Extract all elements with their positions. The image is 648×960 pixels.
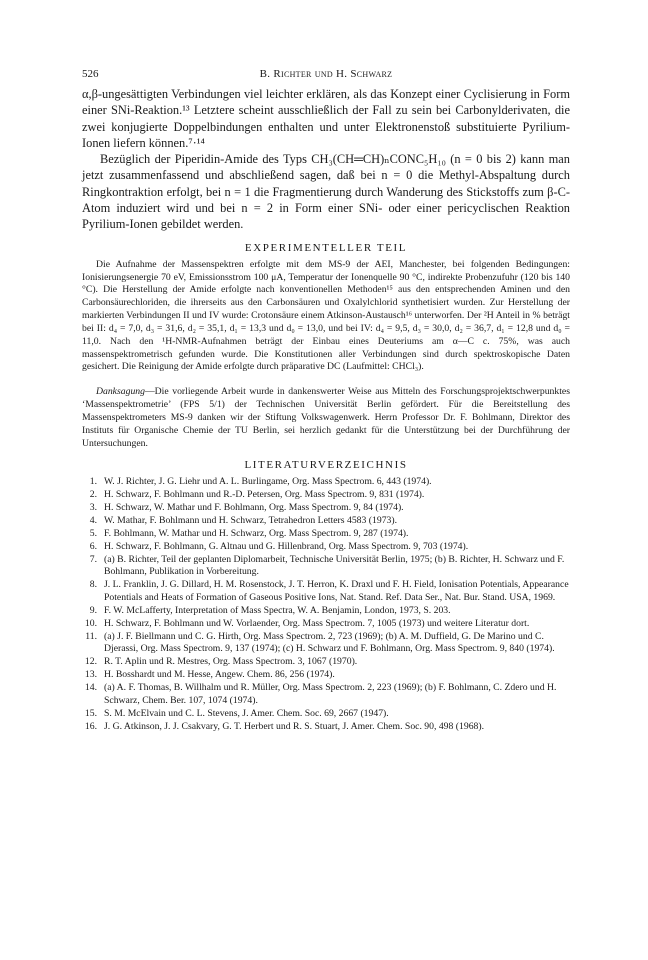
- reference-number: 16.: [84, 720, 97, 732]
- reference-number: 2.: [89, 489, 97, 501]
- reference-text: J. L. Franklin, J. G. Dillard, H. M. Rosenstock, J. T. Herron, K. Draxl und F. H. Field, Ionisation Potentials, Appearance Potentials and Heats of Formation of Gaseous Positive Ions, Nat. Stand. Ref. Data Ser., Nat. Bur. Stand. USA, 1969.: [104, 579, 569, 604]
- experimental-paragraph: Die Aufnahme der Massenspektren erfolgte mit dem MS-9 der AEI, Manchester, bei folgenden Bedingungen: Ionisierungsenergie 70 eV, Emissionsstrom 100 μA, Temperatur der Ionenquelle 90 °C, indirekte Probenzufuhr (120 bis 140 °C). Die Herstellung der Amide erfolgte nach konventionellen Methoden¹⁵ aus den entsprechenden Aminen und den Carbonsäurechloriden, die ihrerseits aus den Carbonsäuren und Oxalylchlorid synthetisiert wurden. Zur Herstellung der markierten Verbindungen II und IV wurde: Crotonsäure einem Atkinson-Austausch¹⁶ unterworfen. Der ²H Anteil in % beträgt bei II: d₄ = 7,0, d₃ = 31,6, d₂ = 35,1, d₁ = 13,3 und d₀ = 13,0, und bei IV: d₄ = 9,5, d₃ = 30,0, d₂ = 36,7, d₁ = 12,8 und d₀ = 11,0. Nach den ¹H-NMR-Aufnahmen beträgt der Einbau eines Deuteriums am α—C c. 75%, was auch massenspektrometrisch gefunden wurde. Die Konstitutionen aller Verbindungen sind durch spektroskopische Daten gesichert. Die Reinigung der Amide erfolgte durch präparative DC (Laufmittel: CHCl₃).: [82, 258, 570, 373]
- reference-item: [82, 708, 570, 721]
- reference-item: [82, 502, 570, 515]
- reference-item: [82, 579, 570, 605]
- acknowledgement-lead: Danksagung: [96, 386, 145, 398]
- reference-text: H. Schwarz, W. Mathar und F. Bohlmann, Org. Mass Spectrom. 9, 84 (1974).: [104, 502, 404, 514]
- reference-number: 1.: [89, 476, 97, 488]
- running-head: B. Richter und H. Schwarz: [259, 68, 393, 80]
- reference-item: [82, 721, 570, 734]
- reference-item: [82, 656, 570, 669]
- reference-text: W. Mathar, F. Bohlmann und H. Schwarz, Tetrahedron Letters 4583 (1973).: [104, 515, 398, 527]
- reference-text: S. M. McElvain und C. L. Stevens, J. Amer. Chem. Soc. 69, 2667 (1947).: [104, 707, 389, 719]
- reference-item: [82, 554, 570, 580]
- reference-text: R. T. Aplin und R. Mestres, Org. Mass Spectrom. 3, 1067 (1970).: [104, 656, 358, 668]
- reference-text: H. Schwarz, F. Bohlmann, G. Altnau und G. Hillenbrand, Org. Mass Spectrom. 9, 703 (1974).: [104, 540, 469, 552]
- reference-item: [82, 669, 570, 682]
- experimental-heading: EXPERIMENTELLER TEIL: [244, 241, 408, 254]
- reference-number: 15.: [84, 707, 97, 719]
- reference-number: 9.: [89, 604, 97, 616]
- reference-list: [82, 476, 570, 733]
- reference-number: 5.: [89, 527, 97, 539]
- reference-item: [82, 618, 570, 631]
- reference-number: 3.: [89, 502, 97, 514]
- reference-number: 13.: [84, 669, 97, 681]
- journal-page: [82, 68, 570, 733]
- reference-number: 4.: [89, 515, 97, 527]
- acknowledgement-section: [82, 386, 570, 450]
- discussion-text: [82, 86, 570, 233]
- reference-item: [82, 631, 570, 657]
- discussion-paragraph: Bezüglich der Piperidin-Amide des Typs CH₃(CH═CH)ₙCONC₅H₁₀ (n = 0 bis 2) kann man jetzt zusammenfassend und abschließend sagen, daß bei n = 0 die Methyl-Abspaltung durch Ringkontraktion erfolgt, bei n = 1 die Fragmentierung durch Wanderung des Stickstoffs zum β-C-Atom induziert wird und bei n = 2 in Form einer SNi- oder einer pericyclischen Reaktion Pyrilium-Ionen gebildet werden.: [82, 152, 570, 232]
- references-heading: LITERATURVERZEICHNIS: [244, 459, 408, 472]
- reference-number: 10.: [84, 617, 97, 629]
- reference-number: 14.: [84, 681, 97, 693]
- reference-text: F. Bohlmann, W. Mathar und H. Schwarz, Org. Mass Spectrom. 9, 287 (1974).: [104, 527, 409, 539]
- reference-number: 7.: [89, 553, 97, 565]
- reference-text: (a) A. F. Thomas, B. Willhalm und R. Müller, Org. Mass Spectrom. 2, 223 (1969); (b) F. Bohlmann, C. Zdero und H. Schwarz, Chem. Ber. 107, 1074 (1974).: [104, 681, 557, 706]
- acknowledgement-text: —Die vorliegende Arbeit wurde in dankenswerter Weise aus Mitteln des Forschungsprojektschwerpunktes ‘Massenspektrometrie’ (FPS 5/1) der Technischen Universität Berlin gefördert. Für die Bereitstellung des Massenspektrometers MS-9 danken wir der Stiftung Volkswagenwerk. Herrn Professor Dr. F. Bohlmann, Direktor des Instituts für Organische Chemie der TU Berlin, sei herzlich gedankt für die Unterstützung bei der Durchführung der Untersuchungen.: [82, 386, 570, 449]
- reference-item: [82, 541, 570, 554]
- reference-text: W. J. Richter, J. G. Liehr und A. L. Burlingame, Org. Mass Spectrom. 6, 443 (1974).: [104, 476, 432, 488]
- reference-item: [82, 515, 570, 528]
- reference-text: (a) B. Richter, Teil der geplanten Diplomarbeit, Technische Universität Berlin, 1975; (b) B. Richter, H. Schwarz und F. Bohlmann, Publikation in Vorbereitung.: [104, 553, 565, 578]
- reference-item: [82, 476, 570, 489]
- reference-text: F. W. McLafferty, Interpretation of Mass Spectra, W. A. Benjamin, London, 1973, S. 203.: [104, 604, 451, 616]
- reference-item: [82, 605, 570, 618]
- page-number: 526: [82, 68, 99, 80]
- reference-item: [82, 528, 570, 541]
- page-header: [82, 68, 570, 86]
- reference-text: H. Bosshardt und M. Hesse, Angew. Chem. 86, 256 (1974).: [104, 669, 335, 681]
- reference-number: 11.: [85, 630, 97, 642]
- reference-text: (a) J. F. Biellmann und C. G. Hirth, Org. Mass Spectrom. 2, 723 (1969); (b) A. M. Duffield, G. De Marino und C. Djerassi, Org. Mass Spectrom. 9, 137 (1974); (c) H. Schwarz und F. Bohlmann, Org. Mass Spectrom. 9, 840 (1974).: [104, 630, 555, 655]
- reference-number: 6.: [89, 540, 97, 552]
- reference-text: H. Schwarz, F. Bohlmann und R.-D. Petersen, Org. Mass Spectrom. 9, 831 (1974).: [104, 489, 425, 501]
- reference-number: 8.: [89, 579, 97, 591]
- reference-item: [82, 489, 570, 502]
- reference-number: 12.: [84, 656, 97, 668]
- reference-text: H. Schwarz, F. Bohlmann und W. Vorlaender, Org. Mass Spectrom. 7, 1005 (1973) und weitere Literatur dort.: [104, 617, 530, 629]
- reference-text: J. G. Atkinson, J. J. Csakvary, G. T. Herbert und R. S. Stuart, J. Amer. Chem. Soc. 90, 498 (1968).: [104, 720, 485, 732]
- reference-item: [82, 682, 570, 708]
- discussion-paragraph: α,β-ungesättigten Verbindungen viel leichter erklären, als das Konzept einer Cyclisierung in Form einer SNi-Reaktion.¹³ Letztere scheint ausschließlich der Fall zu sein bei Carbonylderivaten, die zwei konjugierte Doppelbindungen enthalten und unter Elektronenstoß substituierte Pyrilium-Ionen liefern können.⁷·¹⁴: [82, 87, 570, 150]
- experimental-section: [82, 259, 570, 375]
